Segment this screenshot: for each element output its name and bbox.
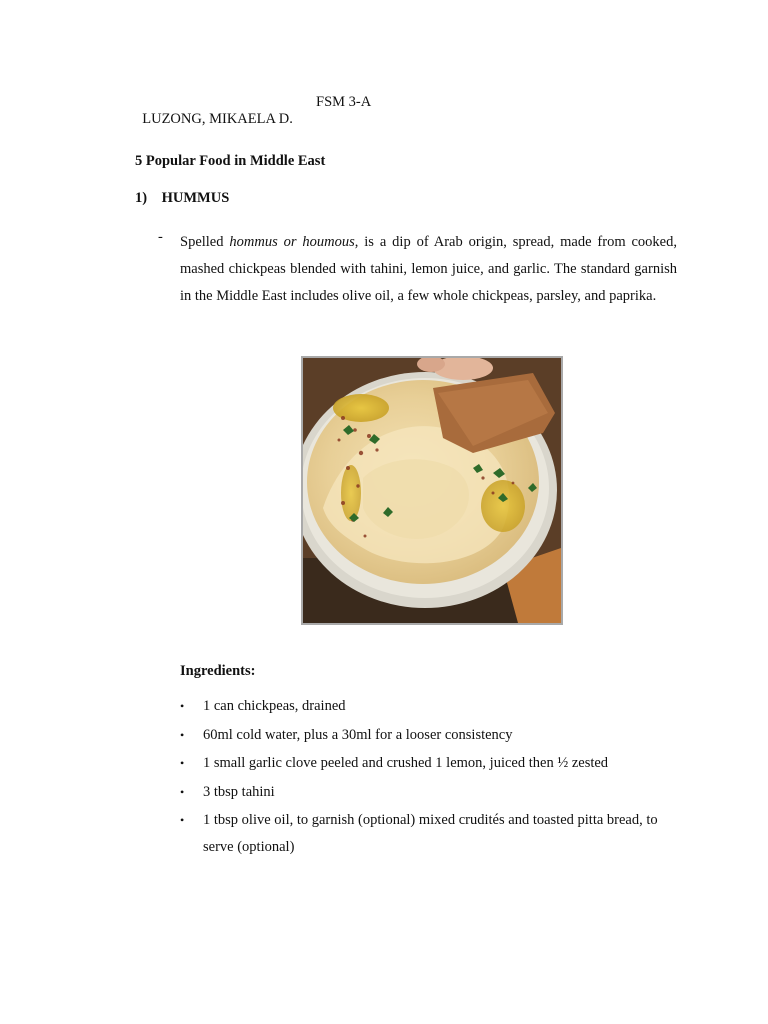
ingredient-item: • 1 small garlic clove peeled and crushed 1 lemon, juiced then ½ zested <box>180 750 680 777</box>
bullet-icon: • <box>180 727 185 742</box>
author-header <box>135 94 372 145</box>
ingredient-item: • 1 can chickpeas, drained <box>180 693 680 720</box>
section-heading <box>135 190 229 207</box>
description-text-rest: , is a dip of Arab origin, spread, made from cooked, mashed chickpeas blended with tahini, lemon juice, and garlic. The standard garnish in the Middle East includes olive oil, a few whole chickpeas, parsley, and paprika. <box>180 234 677 304</box>
bullet-icon: • <box>180 756 185 770</box>
section-number: 1) <box>135 190 148 206</box>
dash-marker: - <box>158 229 163 245</box>
ingredient-item: • 1 tbsp olive oil, to garnish (optional) mixed crudités and toasted pitta bread, to serve (optional) <box>180 807 680 861</box>
ingredients-list <box>180 693 680 863</box>
ingredient-item: • 3 tbsp tahini <box>180 779 680 806</box>
bullet-icon: • <box>180 699 185 713</box>
hummus-bowl-illustration <box>303 358 561 623</box>
description-italic: hommus or houmous <box>229 234 355 250</box>
ingredient-item: • 60ml cold water, plus a 30ml for a looser consistency <box>180 722 680 749</box>
bullet-icon: • <box>180 784 185 799</box>
description-text: Spelled <box>180 234 230 250</box>
bullet-icon: • <box>180 813 185 827</box>
document-title: 5 Popular Food in Middle East <box>135 153 326 169</box>
hummus-description <box>180 229 677 310</box>
class-section: FSM 3-A <box>316 94 372 110</box>
section-title: HUMMUS <box>161 190 230 206</box>
author-name: LUZONG, MIKAELA D. <box>142 111 293 127</box>
ingredients-heading: Ingredients: <box>180 663 256 679</box>
hummus-photo <box>301 356 563 625</box>
